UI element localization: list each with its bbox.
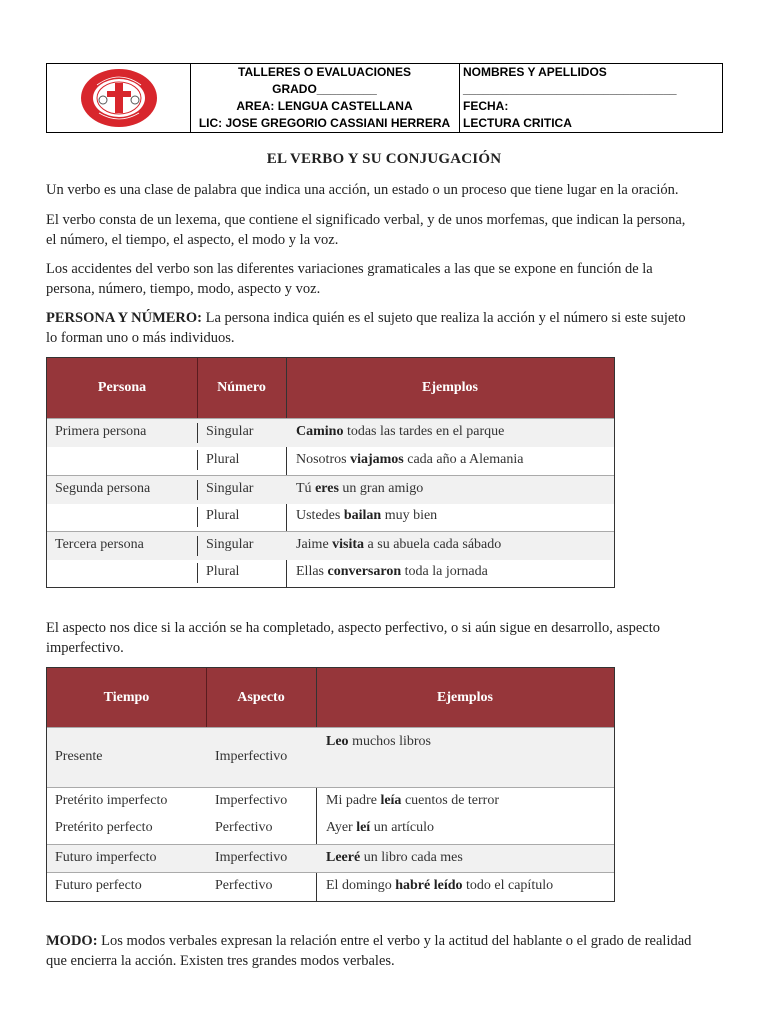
table-row bbox=[47, 418, 614, 447]
header-teacher: LIC: JOSE GREGORIO CASSIANI HERRERA bbox=[198, 116, 451, 130]
column-header-tiempo: Tiempo bbox=[103, 690, 150, 705]
column-header-aspecto: Aspecto bbox=[237, 690, 285, 705]
cell-ejemplo: Jaime visita a su abuela cada sábado bbox=[296, 537, 502, 552]
header-title: TALLERES O EVALUACIONES bbox=[238, 65, 411, 79]
paragraph-6-text: Los modos verbales expresan la relación entre el verbo y la actitud del hablante o el grado de realidad bbox=[97, 933, 692, 949]
cell-numero: Plural bbox=[206, 452, 240, 467]
cell-numero: Plural bbox=[206, 564, 240, 579]
table-row bbox=[47, 815, 614, 844]
table-header bbox=[47, 358, 614, 418]
column-header-ejemplos: Ejemplos bbox=[437, 690, 493, 705]
cell-ejemplo: Ayer leí un artículo bbox=[326, 820, 434, 835]
cell-ejemplo: Leo muchos libros bbox=[326, 734, 432, 749]
logo-cell bbox=[47, 64, 191, 132]
table-row bbox=[47, 559, 614, 587]
cell-ejemplo: Camino todas las tardes en el parque bbox=[296, 424, 505, 439]
table-row bbox=[47, 787, 614, 816]
table-header bbox=[47, 668, 614, 727]
cell-tiempo: Presente bbox=[55, 749, 103, 764]
persona-numero-heading: PERSONA Y NÚMERO: bbox=[46, 310, 203, 326]
paragraph-6-line-2: que encierra la acción. Existen tres grandes modos verbales. bbox=[46, 953, 395, 969]
tiempo-aspecto-table bbox=[46, 667, 615, 902]
reading-label: LECTURA CRITICA bbox=[463, 116, 572, 130]
school-logo bbox=[79, 67, 159, 129]
paragraph-5-line-2: imperfectivo. bbox=[46, 640, 124, 656]
paragraph-5-line-1: El aspecto nos dice si la acción se ha completado, aspecto perfectivo, o si aún sigue en desarrollo, aspecto bbox=[46, 620, 661, 636]
names-line: ________________________________ bbox=[463, 82, 677, 96]
cell-numero: Plural bbox=[206, 508, 240, 523]
cell-aspecto: Perfectivo bbox=[215, 878, 273, 893]
paragraph-6-line-1 bbox=[46, 931, 726, 951]
cell-tiempo: Futuro imperfecto bbox=[55, 850, 157, 865]
cell-aspecto: Imperfectivo bbox=[215, 793, 288, 808]
paragraph-2-line-1: El verbo consta de un lexema, que contiene el significado verbal, y de unos morfemas, que indican la persona, bbox=[46, 212, 686, 228]
cell-numero: Singular bbox=[206, 424, 254, 439]
cell-numero: Singular bbox=[206, 481, 254, 496]
cell-tiempo: Futuro perfecto bbox=[55, 878, 142, 893]
header-info-cell bbox=[190, 64, 460, 132]
cell-ejemplo: Mi padre leía cuentos de terror bbox=[326, 793, 500, 808]
table-row bbox=[47, 446, 614, 475]
header-grade: GRADO_________ bbox=[272, 82, 377, 96]
paragraph-1: Un verbo es una clase de palabra que indica una acción, un estado o un proceso que tiene lugar en la oración. bbox=[46, 182, 679, 198]
cell-ejemplo: El domingo habré leído todo el capítulo bbox=[326, 878, 554, 893]
date-label: FECHA: bbox=[463, 99, 509, 113]
paragraph-2-line-2: el número, el tiempo, el aspecto, el modo y la voz. bbox=[46, 232, 339, 248]
persona-numero-table bbox=[46, 357, 615, 588]
cell-tiempo: Pretérito perfecto bbox=[55, 820, 153, 835]
cell-aspecto: Perfectivo bbox=[215, 820, 273, 835]
table-row bbox=[47, 872, 614, 902]
column-header-persona: Persona bbox=[97, 380, 147, 395]
cell-persona: Tercera persona bbox=[55, 537, 144, 552]
cell-numero: Singular bbox=[206, 537, 254, 552]
paragraph-4-line-2: lo forman uno o más individuos. bbox=[46, 330, 235, 346]
paragraph-3-line-2: persona, número, tiempo, modo, aspecto y voz. bbox=[46, 281, 321, 297]
column-header-ejemplos: Ejemplos bbox=[422, 380, 478, 395]
cell-ejemplo: Nosotros viajamos cada año a Alemania bbox=[296, 452, 524, 467]
paragraph-4-line-1 bbox=[46, 308, 726, 328]
names-label: NOMBRES Y APELLIDOS bbox=[463, 65, 607, 79]
page-title: EL VERBO Y SU CONJUGACIÓN bbox=[266, 151, 502, 167]
header-student-cell bbox=[460, 64, 722, 132]
document-header bbox=[46, 63, 723, 133]
cell-ejemplo: Tú eres un gran amigo bbox=[296, 481, 424, 496]
cell-tiempo: Pretérito imperfecto bbox=[55, 793, 168, 808]
cell-ejemplo: Ellas conversaron toda la jornada bbox=[296, 564, 488, 579]
modo-heading: MODO: bbox=[46, 933, 98, 949]
cell-ejemplo: Ustedes bailan muy bien bbox=[296, 508, 438, 523]
header-area: AREA: LENGUA CASTELLANA bbox=[236, 99, 413, 113]
cell-persona: Segunda persona bbox=[55, 481, 151, 496]
cell-aspecto: Imperfectivo bbox=[215, 749, 288, 764]
cell-ejemplo: Leeré un libro cada mes bbox=[326, 850, 463, 865]
table-row bbox=[47, 531, 614, 560]
table-row bbox=[47, 727, 614, 788]
table-row bbox=[47, 503, 614, 531]
column-header-numero: Número bbox=[217, 380, 266, 395]
cell-aspecto: Imperfectivo bbox=[215, 850, 288, 865]
table-row bbox=[47, 475, 614, 504]
table-row bbox=[47, 844, 614, 873]
cell-persona: Primera persona bbox=[55, 424, 147, 439]
paragraph-3-line-1: Los accidentes del verbo son las diferentes variaciones gramaticales a las que se expone en función de la bbox=[46, 261, 653, 277]
paragraph-4-text: La persona indica quién es el sujeto que realiza la acción y el número si este sujeto bbox=[202, 310, 686, 326]
